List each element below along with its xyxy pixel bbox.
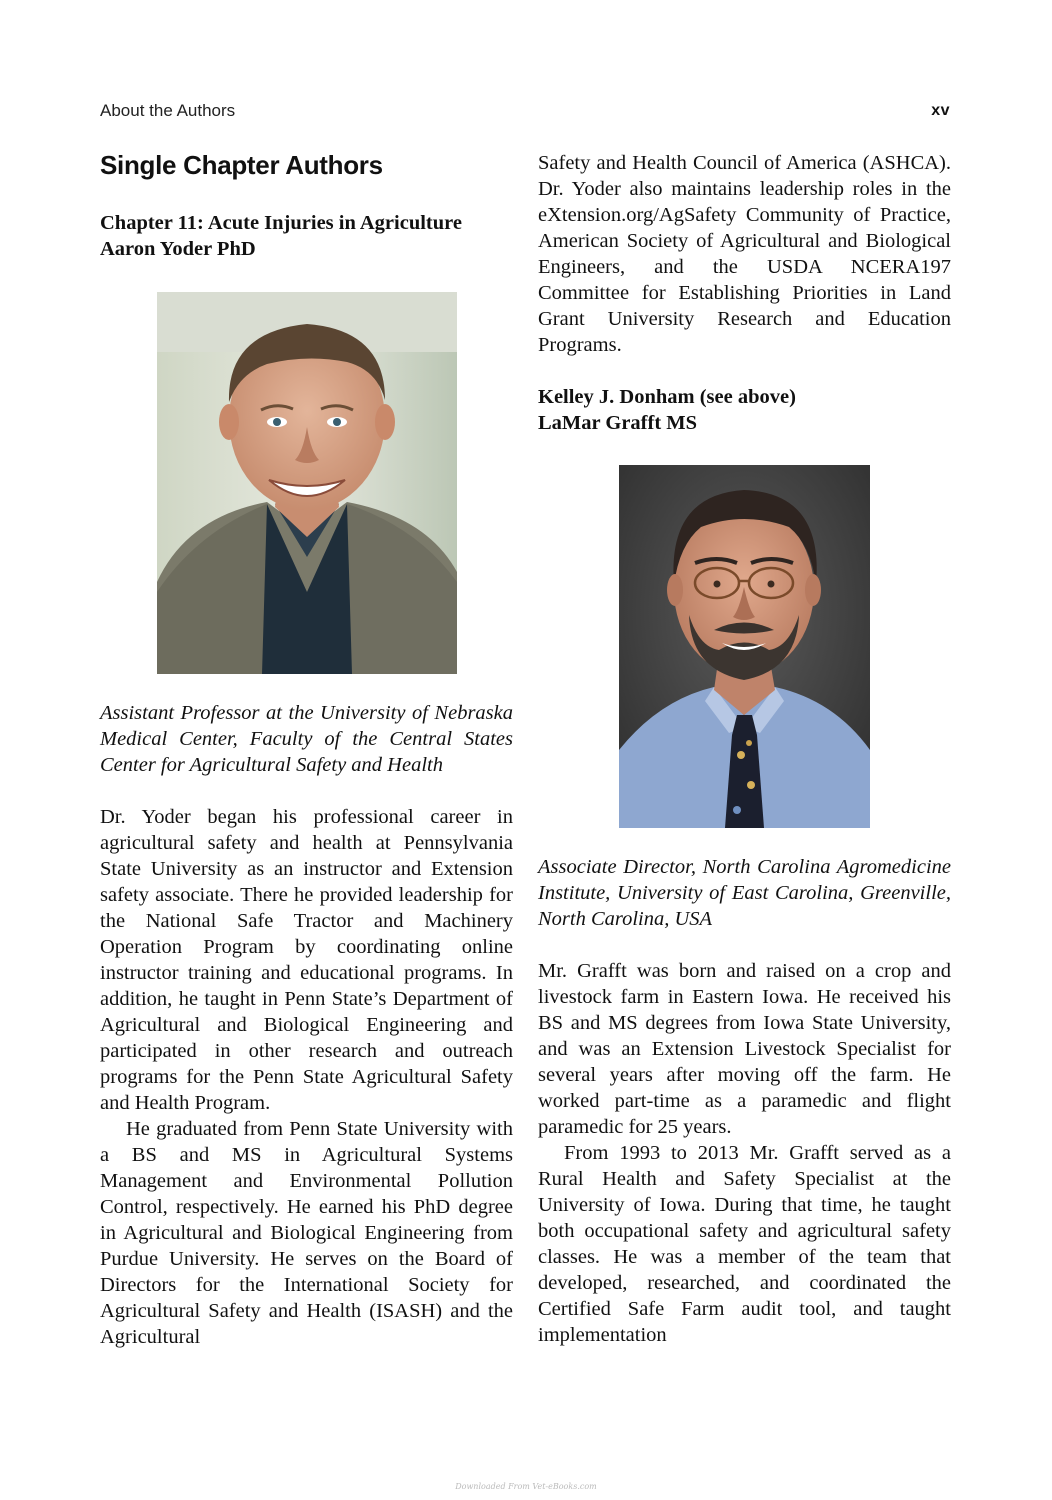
left-column [100,148,513,1350]
author-photo-yoder [157,292,457,674]
author-name-donham: Kelley J. Donham (see above) [538,386,796,408]
author-name-grafft: LaMar Grafft MS [538,412,698,434]
affiliation-grafft: Associate Director, North Carolina Agromedicine Institute, University of East Carolina, Greenville, North Carolina, USA [538,856,951,930]
right-column [538,150,951,1348]
section-title: Single Chapter Authors [100,150,383,180]
body-paragraph: He graduated from Penn State University with a BS and MS in Agricultural Systems Management and Environmental Pollution Control, respectively. He earned his PhD degree in Agricultural and Biological Engineering from Purdue University. He serves on the Board of Directors for the International Society for Agricultural Safety and Health (ISASH) and the Agricultural [100,1118,513,1348]
download-watermark: Downloaded From Vet-eBooks.com [455,1482,597,1491]
author-photo-grafft [619,465,870,828]
page-number: xv [931,102,950,119]
body-paragraph: From 1993 to 2013 Mr. Grafft served as a Rural Health and Safety Specialist at the University of Iowa. During that time, he taught both occupational safety and agricultural safety classes. He was a member of the team that developed, researched, and coordinated the Certified Safe Farm audit tool, and taught implementation [538,1142,951,1346]
running-head: About the Authors [100,101,236,120]
author-name-yoder: Aaron Yoder PhD [100,238,256,260]
continued-paragraph: Safety and Health Council of America (ASHCA). Dr. Yoder also maintains leadership roles in the eXtension.org/AgSafety Community of Practice, American Society of Agricultural and Biological Engineers, and the USDA NCERA197 Committee for Establishing Priorities in Land Grant University Research and Education Programs. [538,152,951,356]
affiliation-yoder: Assistant Professor at the University of Nebraska Medical Center, Faculty of the Central States Center for Agricultural Safety and Health [100,702,513,776]
body-paragraph: Dr. Yoder began his professional career in agricultural safety and health at Pennsylvania State University as an instructor and Extension safety associate. There he provided leadership for the National Safe Tractor and Machinery Operation Program by coordinating online instructor training and educational programs. In addition, he taught in Penn State’s Department of Agricultural and Biological Engineering and participated in other research and outreach programs for the Penn State Agricultural Safety and Health Program. [100,806,513,1114]
chapter-heading: Chapter 11: Acute Injuries in Agriculture [100,212,462,234]
body-paragraph: Mr. Grafft was born and raised on a crop and livestock farm in Eastern Iowa. He received his BS and MS degrees from Iowa State University, and was an Extension Livestock Specialist for several years after moving off the farm. He worked part-time as a paramedic and flight paramedic for 25 years. [538,960,951,1138]
